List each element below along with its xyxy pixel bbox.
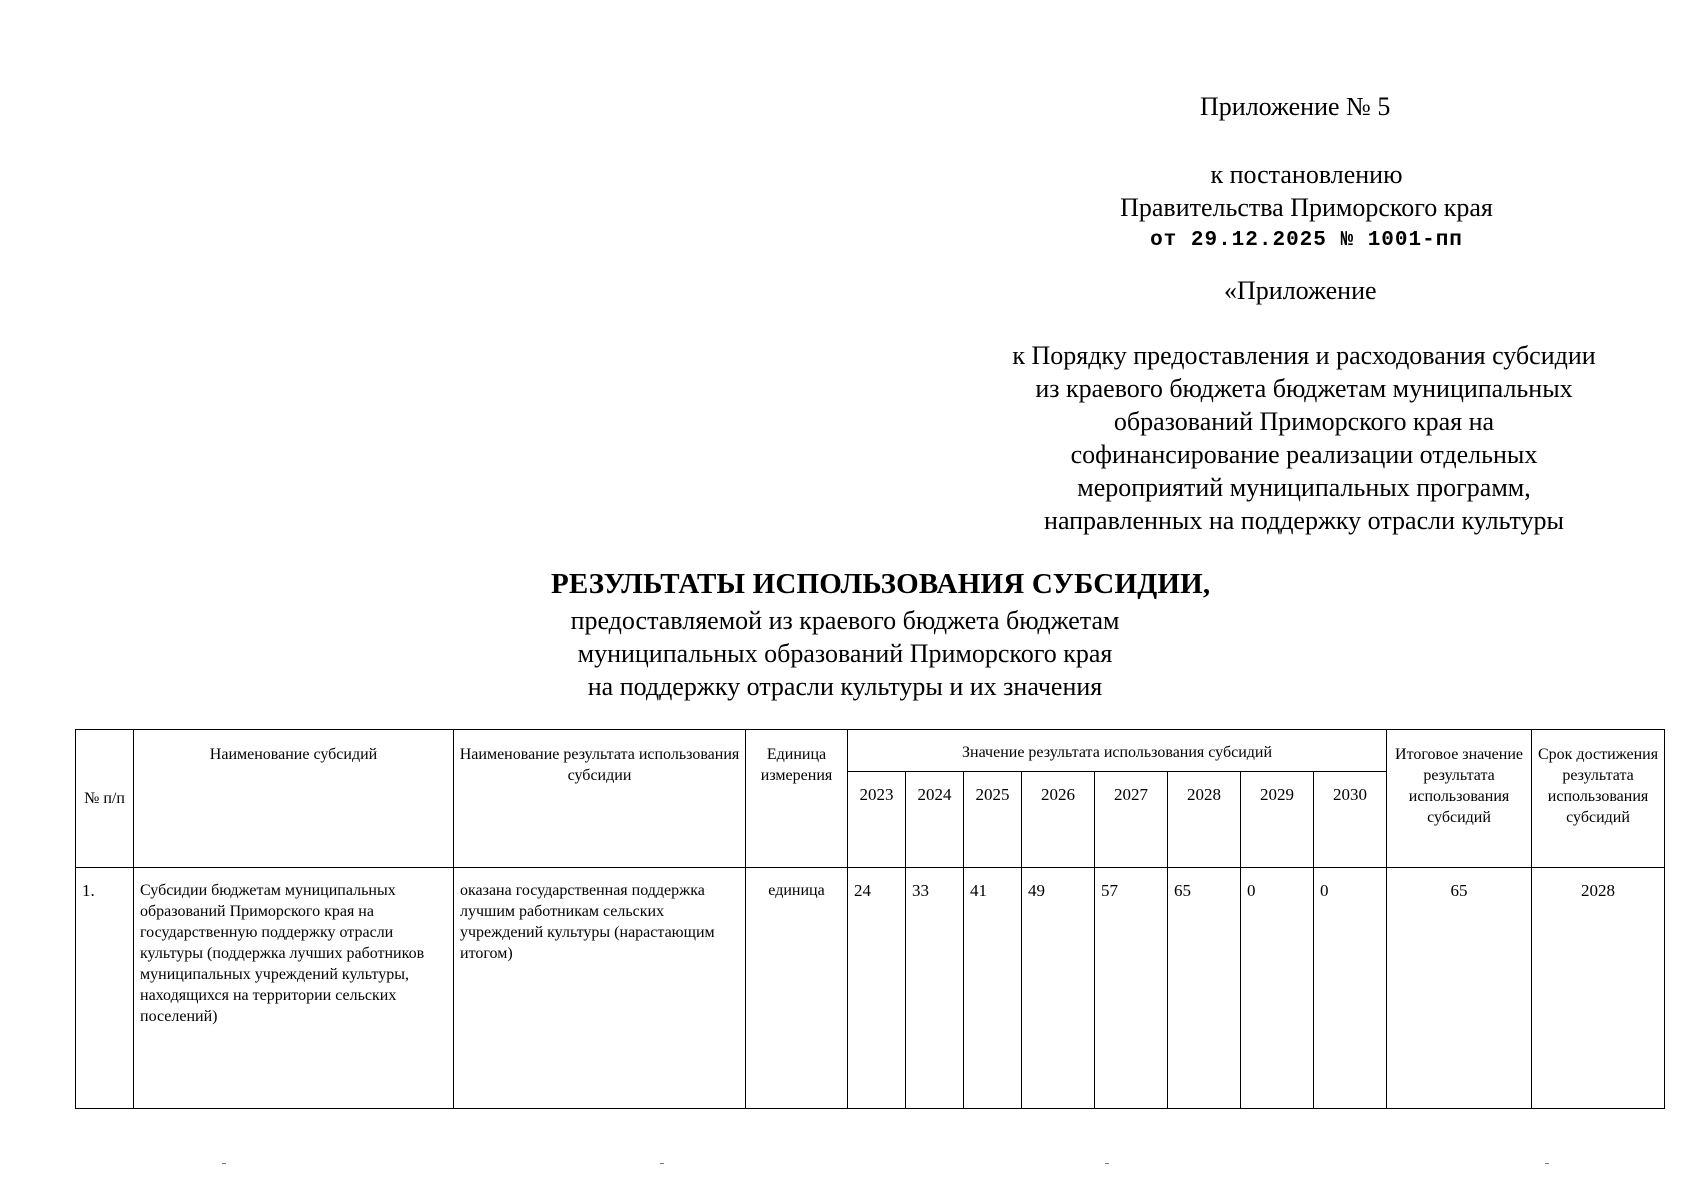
header-deadline: Срок достижения результата использования субсидий — [1532, 730, 1665, 868]
results-table — [75, 729, 1665, 1109]
cell-value-2023: 24 — [848, 868, 906, 1109]
header-year: 2025 — [964, 772, 1022, 868]
header-year: 2027 — [1095, 772, 1168, 868]
header-year: 2026 — [1022, 772, 1095, 868]
order-line: из краевого бюджета бюджетам муниципальных — [1035, 374, 1573, 403]
resolution-line-1: к постановлению — [1210, 160, 1403, 189]
header-year: 2029 — [1241, 772, 1314, 868]
cell-subsidy-name: Субсидии бюджетам муниципальных образований Приморского края на государственную поддержку отрасли культуры (поддержка лучших работников муниципальных учреждений культуры, находящихся на территории сельских поселений) — [134, 868, 454, 1109]
cell-result-name: оказана государственная поддержка лучшим работникам сельских учреждений культуры (нарастающим итогом) — [454, 868, 746, 1109]
document-subtitle — [540, 604, 1150, 703]
cell-value-2030: 0 — [1314, 868, 1387, 1109]
subtitle-line: предоставляемой из краевого бюджета бюджетам — [570, 606, 1120, 635]
header-subsidy-name: Наименование субсидий — [134, 730, 454, 868]
scan-speck — [1545, 1163, 1549, 1164]
subtitle-line: муниципальных образований Приморского края — [577, 639, 1113, 668]
order-line: к Порядку предоставления и расходования субсидии — [1012, 341, 1596, 370]
header-year: 2028 — [1168, 772, 1241, 868]
table-row — [76, 868, 1665, 1109]
table-header-row — [76, 730, 1665, 772]
scan-speck — [1105, 1163, 1109, 1164]
scan-speck — [660, 1163, 664, 1164]
header-number: № п/п — [76, 730, 134, 868]
cell-final-value: 65 — [1387, 868, 1532, 1109]
cell-value-2024: 33 — [906, 868, 964, 1109]
cell-value-2026: 49 — [1022, 868, 1095, 1109]
resolution-line-2: Правительства Приморского края — [1120, 193, 1493, 222]
order-line: мероприятий муниципальных программ, — [1077, 473, 1531, 502]
cell-number: 1. — [76, 868, 134, 1109]
header-year: 2023 — [848, 772, 906, 868]
cell-unit: единица — [746, 868, 848, 1109]
quoted-appendix-label: «Приложение — [1224, 276, 1377, 305]
subtitle-line: на поддержку отрасли культуры и их значения — [587, 672, 1103, 701]
resolution-date-number: от 29.12.2025 № 1001-пп — [1150, 229, 1463, 252]
cell-value-2029: 0 — [1241, 868, 1314, 1109]
scan-speck — [222, 1163, 226, 1164]
order-reference — [978, 339, 1630, 537]
header-unit: Единица измерения — [746, 730, 848, 868]
cell-deadline: 2028 — [1532, 868, 1665, 1109]
header-year: 2024 — [906, 772, 964, 868]
order-line: софинансирование реализации отдельных — [1070, 440, 1538, 469]
header-final-value: Итоговое значение результата использования субсидий — [1387, 730, 1532, 868]
cell-value-2025: 41 — [964, 868, 1022, 1109]
appendix-title: Приложение № 5 — [1200, 92, 1391, 121]
header-year: 2030 — [1314, 772, 1387, 868]
resolution-reference — [1100, 158, 1513, 257]
order-line: образований Приморского края на — [1113, 407, 1495, 436]
header-result-name: Наименование результата использования субсидии — [454, 730, 746, 868]
cell-value-2027: 57 — [1095, 868, 1168, 1109]
order-line: направленных на поддержку отрасли культуры — [1044, 506, 1564, 535]
document-title: РЕЗУЛЬТАТЫ ИСПОЛЬЗОВАНИЯ СУБСИДИИ, — [551, 568, 1211, 600]
cell-value-2028: 65 — [1168, 868, 1241, 1109]
header-values-group: Значение результата использования субсидий — [848, 730, 1387, 772]
